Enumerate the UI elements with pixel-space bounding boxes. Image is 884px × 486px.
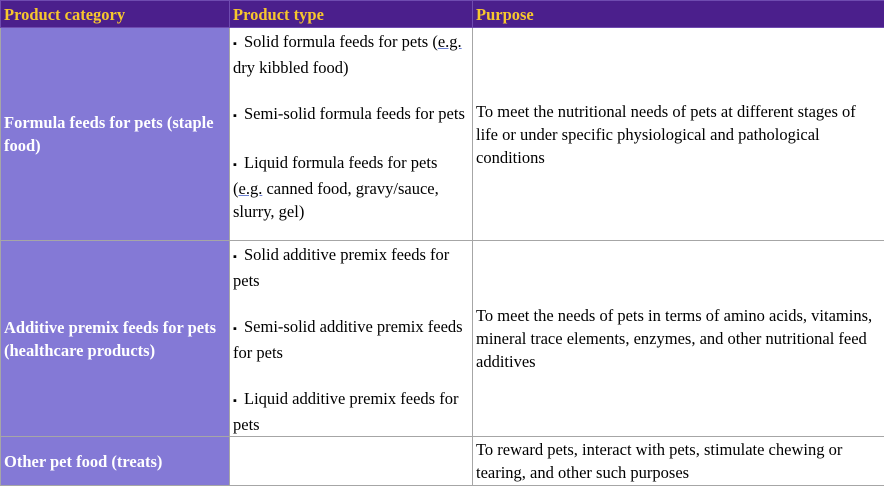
- bullet-icon: ▪: [233, 390, 244, 413]
- purpose-cell: To meet the needs of pets in terms of amino acids, vitamins, mineral trace elements, enzymes, and other nutritional feed additives: [473, 241, 884, 437]
- header-product-type: Product type: [230, 1, 473, 28]
- eg-abbreviation: e.g.: [239, 179, 263, 198]
- product-type-cell: [230, 28, 473, 241]
- purpose-cell: To meet the nutritional needs of pets at different stages of life or under specific physiological and pathological conditions: [473, 28, 884, 241]
- bullet-icon: ▪: [233, 105, 244, 128]
- header-row: [1, 1, 884, 28]
- product-type-cell: [230, 437, 473, 486]
- table-row: [1, 28, 884, 241]
- table-row: [1, 241, 884, 437]
- header-purpose: Purpose: [473, 1, 884, 28]
- product-type-item: ▪ Liquid additive premix feeds for pets: [233, 387, 469, 436]
- category-cell: Other pet food (treats): [1, 437, 230, 486]
- product-type-item: ▪ Semi-solid formula feeds for pets: [233, 102, 469, 128]
- product-type-item: ▪ Liquid formula feeds for pets (e.g. canned food, gravy/sauce, slurry, gel): [233, 151, 469, 223]
- product-type-item: ▪ Solid formula feeds for pets (e.g. dry kibbled food): [233, 30, 469, 79]
- header-product-category: Product category: [1, 1, 230, 28]
- product-type-item: ▪ Semi-solid additive premix feeds for pets: [233, 315, 469, 364]
- purpose-cell: To reward pets, interact with pets, stimulate chewing or tearing, and other such purposes: [473, 437, 884, 486]
- category-cell: Additive premix feeds for pets (healthcare products): [1, 241, 230, 437]
- table-row: [1, 437, 884, 486]
- bullet-icon: ▪: [233, 154, 244, 177]
- product-type-cell: [230, 241, 473, 437]
- product-type-item: ▪ Solid additive premix feeds for pets: [233, 243, 469, 292]
- category-cell: Formula feeds for pets (staple food): [1, 28, 230, 241]
- bullet-icon: ▪: [233, 33, 244, 56]
- eg-abbreviation: e.g.: [438, 32, 462, 51]
- bullet-icon: ▪: [233, 246, 244, 269]
- bullet-icon: ▪: [233, 318, 244, 341]
